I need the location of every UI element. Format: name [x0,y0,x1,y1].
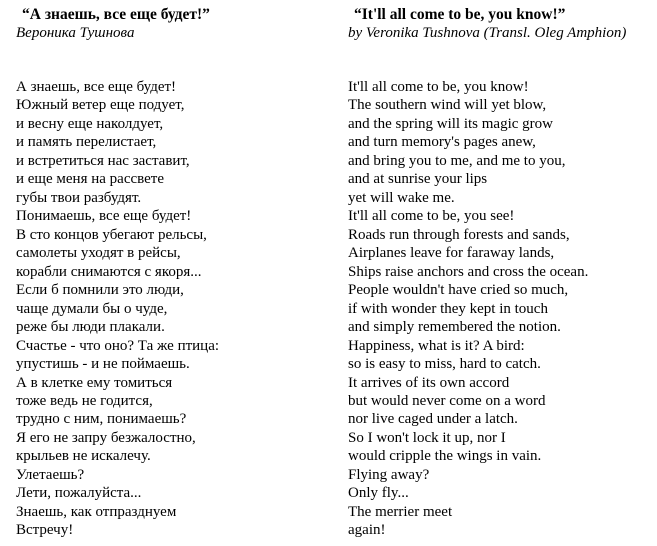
poem-line: тоже ведь не годится, [16,392,153,409]
poem-line: Счастье - что оно? Та же птица: [16,337,220,354]
poem-line: nor live caged under a latch. [348,411,518,428]
poem-line: и еще меня на рассвете [16,171,164,188]
poem-line: упустишь - и не поймаешь. [16,356,190,373]
poem-line: and the spring will its magic grow [348,115,553,132]
poem-line: would cripple the wings in vain. [348,448,542,465]
poem-line: Южный ветер еще подует, [16,97,185,114]
poem-line: It arrives of its own accord [348,374,510,391]
poem-line: Лети, пожалуйста... [16,485,142,502]
poem-line: крыльев не искалечу. [16,448,151,465]
poem-body-russian [16,78,316,540]
poem-line: Я его не запру безжалостно, [16,429,196,446]
poem-line: и встретиться нас заставит, [16,152,190,169]
poem-line: реже бы люди плакали. [16,319,165,336]
poem-line: В сто концов убегают рельсы, [16,226,207,243]
poem-line: Если б помнили это люди, [16,282,184,299]
poem-title-russian: “А знаешь, все еще будет!” [22,6,210,23]
poem-line: It'll all come to be, you see! [348,208,515,225]
poem-line: А в клетке ему томиться [16,374,173,391]
poem-line: but would never come on a word [348,392,546,409]
poem-line: Only fly... [348,485,409,502]
poem-line: and at sunrise your lips [348,171,488,188]
poem-line: Улетаешь? [16,466,85,483]
poem-line: Roads run through forests and sands, [348,226,570,243]
poem-body-english [348,78,653,540]
poem-line: The southern wind will yet blow, [348,97,547,114]
poem-title-english: “It'll all come to be, you know!” [354,6,566,23]
poem-line: и весну еще наколдует, [16,115,164,132]
poem-line: and simply remembered the notion. [348,319,561,336]
poem-line: трудно с ним, понимаешь? [16,411,187,428]
poem-line: Встречу! [16,522,74,539]
poem-line: корабли снимаются с якоря... [16,263,202,280]
poem-line: and turn memory's pages anew, [348,134,536,151]
poem-line: People wouldn't have cried so much, [348,282,569,299]
poem-line: Знаешь, как отпразднуем [16,503,177,520]
poem-line: Happiness, what is it? A bird: [348,337,525,354]
poem-line: and bring you to me, and me to you, [348,152,566,169]
poem-line: The merrier meet [348,503,453,520]
poem-line: Ships raise anchors and cross the ocean. [348,263,589,280]
poem-line: чаще думали бы о чуде, [16,300,168,317]
poem-line: губы твои разбудят. [16,189,142,206]
poem-line: if with wonder they kept in touch [348,300,548,317]
poem-line: again! [348,522,386,539]
poem-line: и память перелистает, [16,134,157,151]
poem-line: yet will wake me. [348,189,455,206]
russian-poem-column [16,0,316,540]
poem-line: So I won't lock it up, nor I [348,429,506,446]
english-poem-column [348,0,653,540]
poem-line: Airplanes leave for faraway lands, [348,245,555,262]
poem-line: It'll all come to be, you know! [348,79,529,95]
poem-line: Flying away? [348,466,430,483]
poem-line: so is easy to miss, hard to catch. [348,356,541,373]
poem-line: А знаешь, все еще будет! [16,79,177,95]
poem-author-english: by Veronika Tushnova (Transl. Oleg Amphion) [348,25,627,41]
poem-author-russian: Вероника Тушнова [16,25,135,41]
poem-line: Понимаешь, все еще будет! [16,208,192,225]
poem-line: самолеты уходят в рейсы, [16,245,181,262]
